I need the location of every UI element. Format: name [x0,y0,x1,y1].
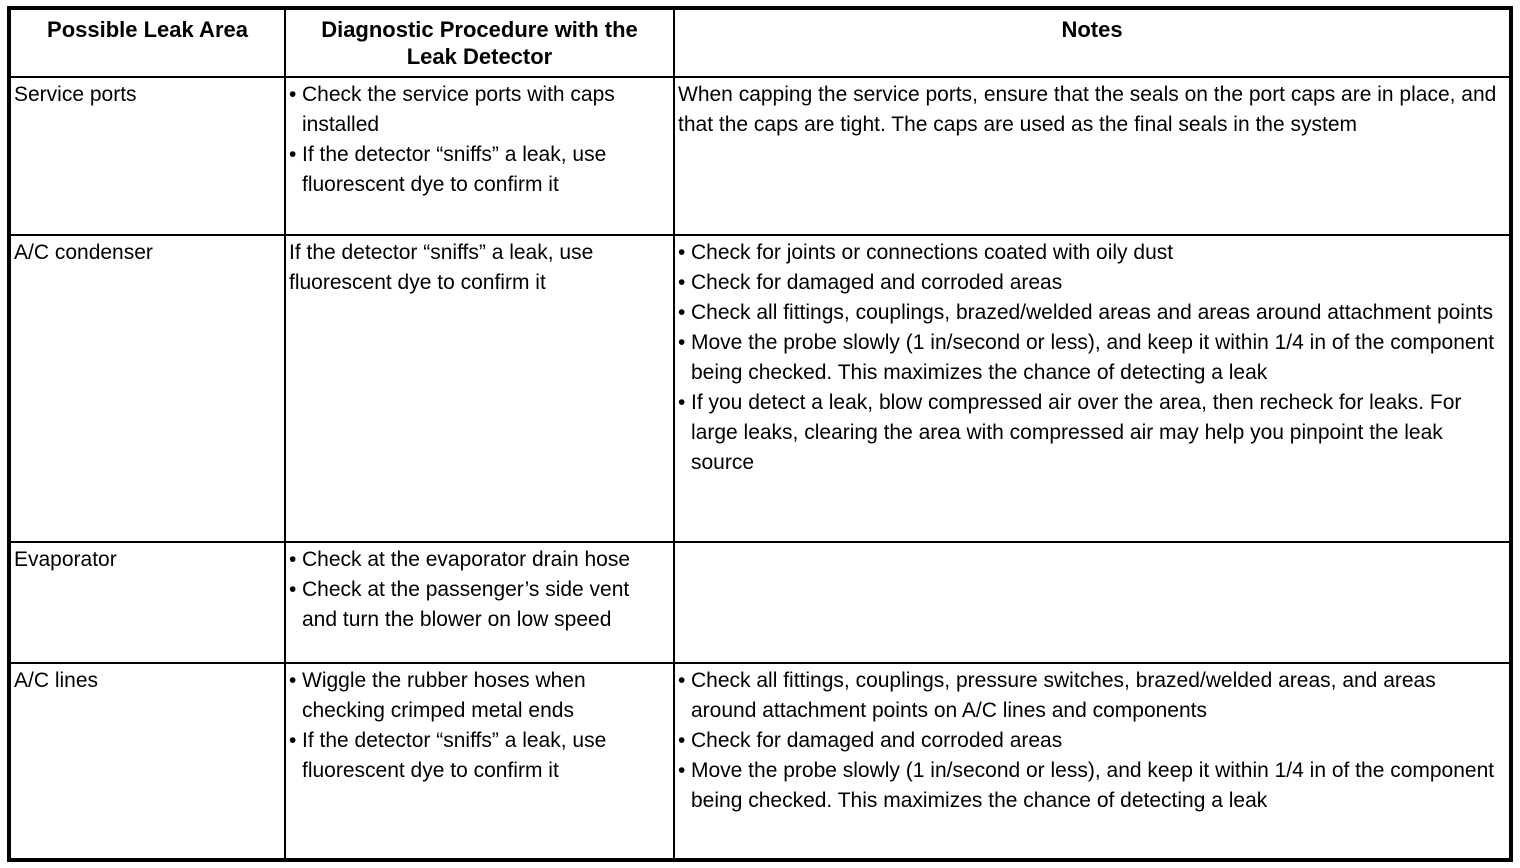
leak-area-cell: A/C lines [9,663,285,860]
table-row [9,235,1511,542]
leak-diagnostic-table [7,6,1513,862]
procedure-cell [285,235,674,542]
bullet-item: • Check for damaged and corroded areas [678,726,1505,756]
bullet-item: • Check all fittings, couplings, brazed/welded areas and areas around attachment points [678,298,1505,328]
notes-cell [674,77,1511,235]
notes-cell [674,542,1511,663]
bullet-item: • Move the probe slowly (1 in/second or less), and keep it within 1/4 in of the component being checked. This maximizes the chance of detecting a leak [678,328,1505,388]
bullet-item: • Check at the evaporator drain hose [289,545,669,575]
procedure-cell [285,77,674,235]
bullet-list [678,238,1505,478]
bullet-item: • If the detector “sniffs” a leak, use fluorescent dye to confirm it [289,726,669,786]
bullet-item: • Check for joints or connections coated with oily dust [678,238,1505,268]
bullet-item: • Check for damaged and corroded areas [678,268,1505,298]
bullet-list [289,666,669,786]
procedure-cell [285,663,674,860]
header-notes: Notes [674,8,1511,77]
bullet-list [289,545,669,635]
procedure-cell [285,542,674,663]
table-row [9,663,1511,860]
bullet-list [678,666,1505,816]
bullet-item: • Move the probe slowly (1 in/second or less), and keep it within 1/4 in of the component being checked. This maximizes the chance of detecting a leak [678,756,1505,816]
bullet-item: • Check the service ports with caps installed [289,80,669,140]
text-paragraph: When capping the service ports, ensure that the seals on the port caps are in place, and that the caps are tight. The caps are used as the final seals in the system [678,83,1497,136]
table-row [9,542,1511,663]
leak-area-cell: A/C condenser [9,235,285,542]
leak-area-cell: Evaporator [9,542,285,663]
table-header-row [9,8,1511,77]
bullet-item: • Check at the passenger’s side vent and turn the blower on low speed [289,575,669,635]
bullet-item: • If the detector “sniffs” a leak, use fluorescent dye to confirm it [289,140,669,200]
text-paragraph: If the detector “sniffs” a leak, use fluorescent dye to confirm it [289,241,594,295]
leak-area-cell: Service ports [9,77,285,235]
bullet-item: • Wiggle the rubber hoses when checking crimped metal ends [289,666,669,726]
header-diagnostic-procedure: Diagnostic Procedure with the Leak Detector [285,8,674,77]
header-possible-leak-area: Possible Leak Area [9,8,285,77]
table-row [9,77,1511,235]
bullet-list [289,80,669,200]
notes-cell [674,235,1511,542]
bullet-item: • Check all fittings, couplings, pressure switches, brazed/welded areas, and areas around attachment points on A/C lines and components [678,666,1505,726]
leak-table-body [9,77,1511,860]
bullet-item: • If you detect a leak, blow compressed air over the area, then recheck for leaks. For large leaks, clearing the area with compressed air may help you pinpoint the leak source [678,388,1505,478]
notes-cell [674,663,1511,860]
